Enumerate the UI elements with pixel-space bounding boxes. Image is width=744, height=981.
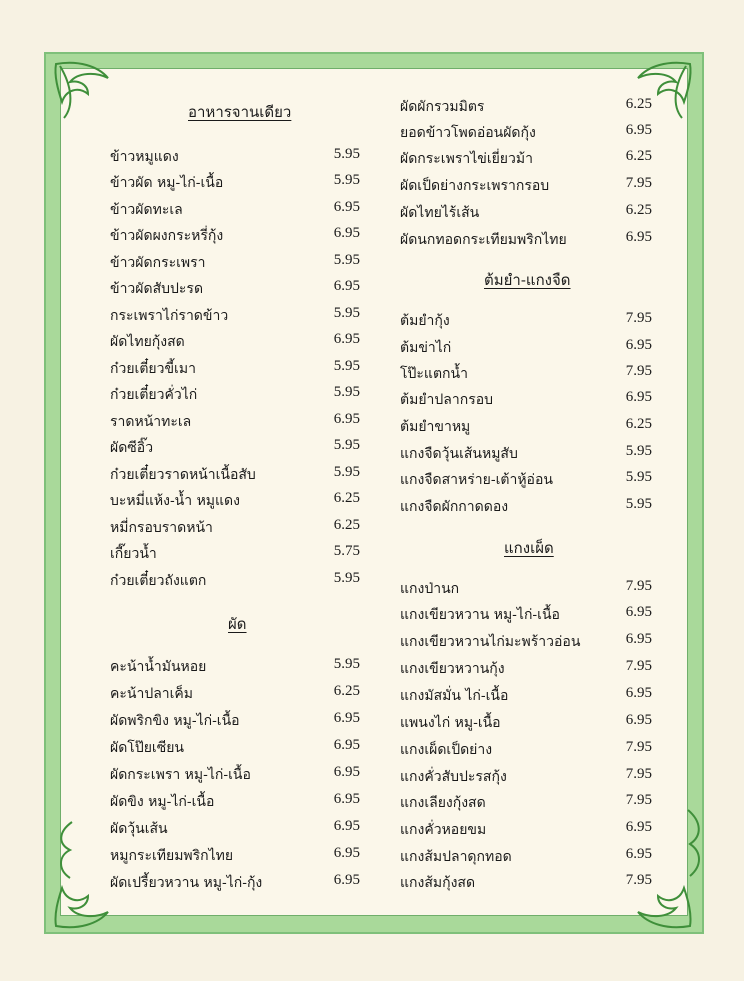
item-price: 7.95 xyxy=(625,872,652,888)
item-name: ผัดเปรี้ยวหวาน หมู-ไก่-กุ้ง xyxy=(110,875,263,891)
item-name: แกงมัสมั่น ไก่-เนื้อ xyxy=(400,688,509,704)
item-price: 7.95 xyxy=(625,766,652,782)
section-title: อาหารจานเดียว xyxy=(188,103,292,121)
section-title: แกงเผ็ด xyxy=(504,539,554,557)
item-name: กระเพราไก่ราดข้าว xyxy=(110,308,229,324)
item-price: 7.95 xyxy=(625,578,652,594)
item-name: แพนงไก่ หมู-เนื้อ xyxy=(400,715,501,731)
menu-item xyxy=(400,792,652,814)
item-name: ต้มยำกุ้ง xyxy=(400,313,450,329)
item-price: 6.95 xyxy=(333,818,360,834)
menu-item xyxy=(400,712,652,734)
item-price: 7.95 xyxy=(625,739,652,755)
item-price: 6.95 xyxy=(333,737,360,753)
item-name: แกงส้มกุ้งสด xyxy=(400,875,476,891)
menu-item xyxy=(110,845,360,867)
item-name: โป๊ะแตกน้ำ xyxy=(400,366,468,382)
item-name: แกงเขียวหวานกุ้ง xyxy=(400,661,505,677)
item-price: 6.95 xyxy=(625,846,652,862)
item-price: 5.95 xyxy=(333,464,360,480)
menu-item xyxy=(400,175,652,197)
menu-item xyxy=(110,872,360,894)
item-price: 6.95 xyxy=(333,199,360,215)
item-name: ผัดซีอิ๊ว xyxy=(110,440,154,456)
item-price: 6.25 xyxy=(625,202,652,218)
item-name: ผัดกระเพราไข่เยี่ยวม้า xyxy=(400,151,533,167)
menu-item xyxy=(110,490,360,512)
item-name: เกี๊ยวน้ำ xyxy=(110,546,157,562)
item-price: 7.95 xyxy=(625,792,652,808)
menu-item xyxy=(400,685,652,707)
item-price: 5.95 xyxy=(333,437,360,453)
menu-item xyxy=(400,443,652,465)
item-price: 6.25 xyxy=(333,517,360,533)
menu-item xyxy=(400,148,652,170)
menu-item xyxy=(400,604,652,626)
item-price: 6.95 xyxy=(625,337,652,353)
item-price: 5.95 xyxy=(333,384,360,400)
item-name: ข้าวผัดกระเพรา xyxy=(110,255,206,271)
item-name: ผัดผักรวมมิตร xyxy=(400,99,485,115)
menu-item xyxy=(400,96,652,118)
menu-item xyxy=(110,305,360,327)
item-name: ยอดข้าวโพดอ่อนผัดกุ้ง xyxy=(400,125,536,141)
item-price: 6.25 xyxy=(625,96,652,112)
menu-item xyxy=(110,791,360,813)
item-price: 6.95 xyxy=(333,710,360,726)
menu-item xyxy=(400,310,652,332)
menu-item xyxy=(110,656,360,678)
item-name: แกงเขียวหวานไก่มะพร้าวอ่อน xyxy=(400,634,581,650)
item-name: บะหมี่แห้ง-น้ำ หมูแดง xyxy=(110,493,240,509)
menu-item xyxy=(400,122,652,144)
menu-item xyxy=(400,229,652,251)
item-name: ข้าวผัดทะเล xyxy=(110,202,183,218)
menu-item xyxy=(110,384,360,406)
menu-item xyxy=(400,416,652,438)
item-price: 6.95 xyxy=(625,712,652,728)
item-price: 6.95 xyxy=(333,331,360,347)
item-name: ผัดเป็ดย่างกระเพรากรอบ xyxy=(400,178,550,194)
item-name: ก๋วยเตี๋ยวขี้เมา xyxy=(110,361,196,377)
item-price: 6.95 xyxy=(333,278,360,294)
item-price: 5.95 xyxy=(333,172,360,188)
item-name: แกงจืดผักกาดดอง xyxy=(400,499,509,515)
item-price: 5.95 xyxy=(625,469,652,485)
menu-item xyxy=(110,764,360,786)
menu-item xyxy=(400,496,652,518)
item-name: ข้าวหมูแดง xyxy=(110,149,179,165)
item-name: แกงคั่วหอยขม xyxy=(400,822,487,838)
item-name: ต้มยำขาหมู xyxy=(400,419,471,435)
menu-item xyxy=(110,199,360,221)
item-name: แกงส้มปลาดุกทอด xyxy=(400,849,512,865)
item-price: 7.95 xyxy=(625,363,652,379)
menu-item xyxy=(110,543,360,565)
item-price: 7.95 xyxy=(625,310,652,326)
menu-item xyxy=(110,517,360,539)
menu-item xyxy=(400,363,652,385)
menu-item xyxy=(110,146,360,168)
item-name: ต้มยำปลากรอบ xyxy=(400,392,494,408)
item-price: 6.95 xyxy=(625,229,652,245)
menu-item xyxy=(400,389,652,411)
item-price: 6.25 xyxy=(333,490,360,506)
section-title: ต้มยำ-แกงจืด xyxy=(484,271,571,289)
item-name: ผัดนกทอดกระเทียมพริกไทย xyxy=(400,232,567,248)
item-price: 6.95 xyxy=(333,764,360,780)
item-price: 5.95 xyxy=(333,570,360,586)
item-name: คะน้าน้ำมันหอย xyxy=(110,659,207,675)
item-name: ผัดวุ้นเส้น xyxy=(110,821,168,837)
menu-item xyxy=(110,331,360,353)
item-name: ผัดโป๊ยเซียน xyxy=(110,740,184,756)
item-price: 5.75 xyxy=(333,543,360,559)
menu-item xyxy=(110,278,360,300)
menu-item xyxy=(400,469,652,491)
item-price: 5.95 xyxy=(625,496,652,512)
menu-item xyxy=(110,252,360,274)
vine-ornament-icon xyxy=(678,808,708,878)
menu-item xyxy=(400,846,652,868)
item-price: 5.95 xyxy=(333,305,360,321)
item-name: หมี่กรอบราดหน้า xyxy=(110,520,213,536)
item-name: แกงเผ็ดเป็ดย่าง xyxy=(400,742,493,758)
item-price: 6.25 xyxy=(333,683,360,699)
item-price: 6.95 xyxy=(333,872,360,888)
item-name: ก๋วยเตี๋ยวถังแตก xyxy=(110,573,207,589)
item-price: 5.95 xyxy=(333,358,360,374)
menu-item xyxy=(400,872,652,894)
menu-item xyxy=(400,337,652,359)
item-price: 6.95 xyxy=(625,604,652,620)
item-price: 6.95 xyxy=(625,631,652,647)
item-name: ผัดไทยกุ้งสด xyxy=(110,334,185,350)
item-price: 6.95 xyxy=(333,791,360,807)
menu-item xyxy=(400,819,652,841)
item-price: 7.95 xyxy=(625,175,652,191)
menu-item xyxy=(400,739,652,761)
item-name: แกงจืดสาหร่าย-เต้าหู้อ่อน xyxy=(400,472,553,488)
menu-item xyxy=(110,358,360,380)
item-name: ข้าวผัด หมู-ไก่-เนื้อ xyxy=(110,175,224,191)
item-price: 5.95 xyxy=(333,252,360,268)
item-name: ราดหน้าทะเล xyxy=(110,414,192,430)
item-name: ข้าวผัดผงกระหรี่กุ้ง xyxy=(110,228,224,244)
item-price: 6.95 xyxy=(625,685,652,701)
menu-item xyxy=(110,818,360,840)
menu-item xyxy=(110,737,360,759)
floral-corner-icon xyxy=(48,56,138,126)
item-price: 5.95 xyxy=(333,146,360,162)
menu-item xyxy=(110,464,360,486)
menu-item xyxy=(110,683,360,705)
item-name: ข้าวผัดสับปะรด xyxy=(110,281,204,297)
item-price: 7.95 xyxy=(625,658,652,674)
item-price: 5.95 xyxy=(625,443,652,459)
item-name: ก๋วยเตี๋ยวราดหน้าเนื้อสับ xyxy=(110,467,256,483)
menu-item xyxy=(400,631,652,653)
item-name: ก๋วยเตี๋ยวคั่วไก่ xyxy=(110,387,198,403)
menu-item xyxy=(400,202,652,224)
item-name: แกงป่านก xyxy=(400,581,460,597)
item-name: แกงเลียงกุ้งสด xyxy=(400,795,486,811)
item-price: 6.95 xyxy=(625,819,652,835)
menu-item xyxy=(400,578,652,600)
menu-item xyxy=(110,570,360,592)
item-price: 6.95 xyxy=(625,389,652,405)
menu-item xyxy=(110,172,360,194)
menu-item xyxy=(110,710,360,732)
item-name: ผัดไทยไร้เส้น xyxy=(400,205,480,221)
menu-item xyxy=(110,225,360,247)
item-name: ผัดขิง หมู-ไก่-เนื้อ xyxy=(110,794,215,810)
menu-item xyxy=(110,437,360,459)
item-price: 6.95 xyxy=(333,411,360,427)
menu-item xyxy=(400,658,652,680)
item-price: 5.95 xyxy=(333,656,360,672)
item-name: แกงจืดวุ้นเส้นหมูสับ xyxy=(400,446,518,462)
item-price: 6.25 xyxy=(625,148,652,164)
item-name: คะน้าปลาเค็ม xyxy=(110,686,194,702)
item-name: ผัดกระเพรา หมู-ไก่-เนื้อ xyxy=(110,767,251,783)
item-price: 6.25 xyxy=(625,416,652,432)
item-price: 6.95 xyxy=(333,225,360,241)
item-name: หมูกระเทียมพริกไทย xyxy=(110,848,234,864)
item-name: ต้มข่าไก่ xyxy=(400,340,452,356)
item-name: ผัดพริกขิง หมู-ไก่-เนื้อ xyxy=(110,713,240,729)
vine-ornament-icon xyxy=(52,820,82,880)
item-price: 6.95 xyxy=(333,845,360,861)
item-name: แกงคั่วสับปะรสกุ้ง xyxy=(400,769,507,785)
menu-item xyxy=(110,411,360,433)
section-title: ผัด xyxy=(228,615,247,633)
menu-item xyxy=(400,766,652,788)
item-name: แกงเขียวหวาน หมู-ไก่-เนื้อ xyxy=(400,607,560,623)
item-price: 6.95 xyxy=(625,122,652,138)
